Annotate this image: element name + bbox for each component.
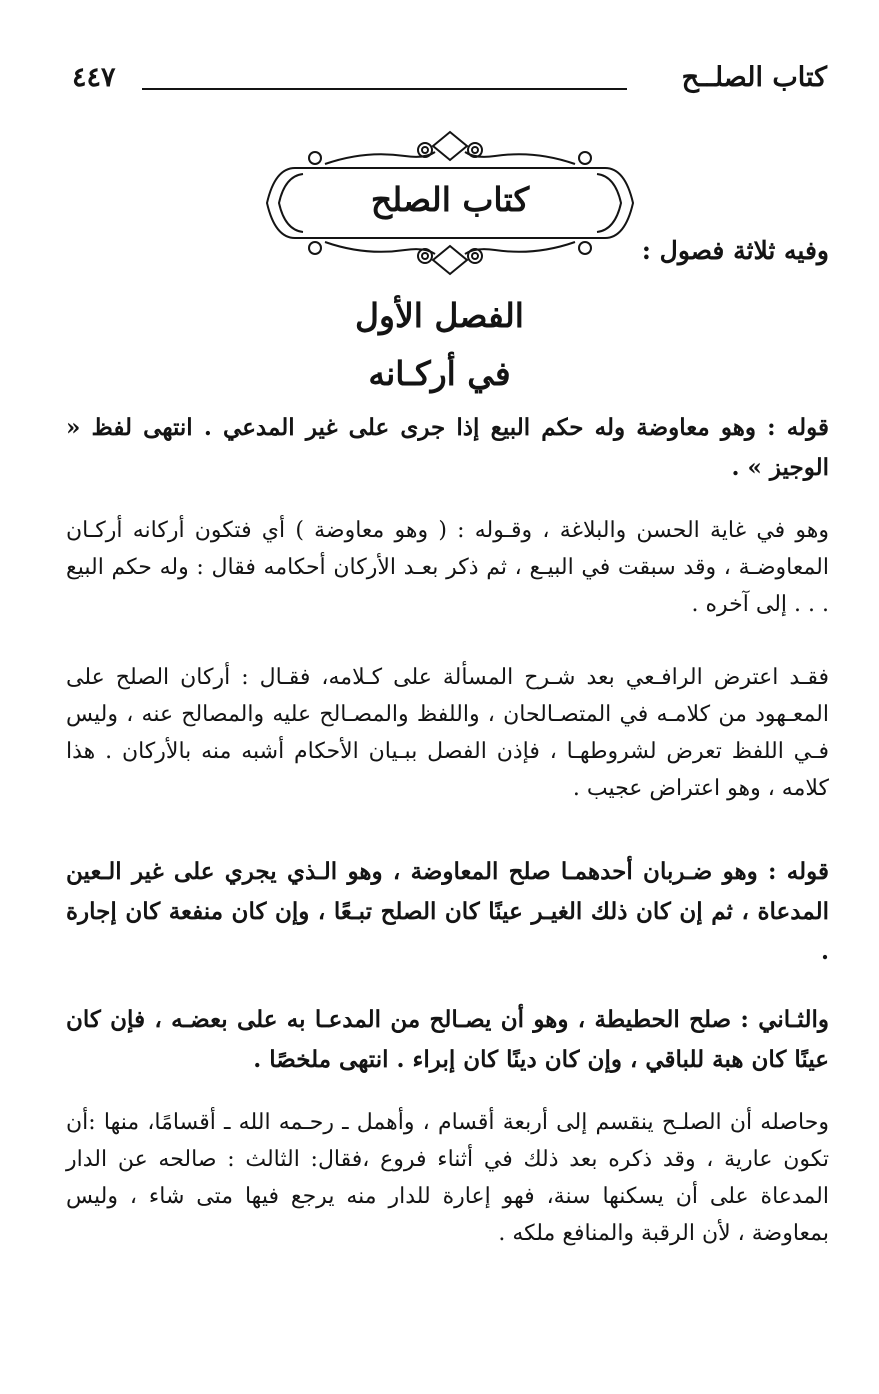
- page-number: ٤٤٧: [72, 62, 116, 93]
- intro-line: وفيه ثلاثة فصول :: [641, 236, 829, 265]
- paragraph-quote-1: قوله : وهو معاوضة وله حكم البيع إذا جرى على غير المدعي . انتهى لفظ « الوجيز » .: [66, 414, 829, 481]
- running-title: كتاب الصلــح: [681, 62, 827, 93]
- paragraph-commentary-1: وهو في غاية الحسن والبلاغة ، وقـوله : ( وهو معاوضة ) أي فتكون أركانه أركـان المعاوضـة ، وقد سبقت في البيـع ، ثم ذكر بعـد الأركان أحكامه فقال : وله حكم البيع . . . إلى آخره .: [66, 518, 829, 617]
- paragraph-commentary-2: فقـد اعترض الرافـعي بعد شـرح المسألة على كـلامه، فقـال : أركان الصلح على المعـهود من كلامـه في المتصـالحان ، واللفظ والمصـالح عليه والمصالح عنه ، وليس فـي اللفظ تعرض لشروطهـا ، فإذن الفصل ببـيان الأحكام أشبه منه بالأركان . هذا كلامه ، وهو اعتراض عجيب .: [66, 665, 829, 801]
- chapter-subheading: في أركـانه: [368, 354, 511, 393]
- paragraph-quote-3: والثـاني : صلح الحطيطة ، وهو أن يصـالح من المدعـا به على بعضـه ، فإن كان عينًا كان هبة للباقي ، وإن كان دينًا كان إبراء . انتهى ملخصًا .: [66, 1006, 829, 1073]
- header-rule: [142, 88, 627, 90]
- paragraph-quote-2: قوله : وهو ضـربان أحدهمـا صلح المعاوضة ، وهو الـذي يجري على غير الـعين المدعاة ، ثم إن كان ذلك الغيـر عينًا كان الصلح تبـعًا ، وإن كان منفعة كان إجارة .: [66, 858, 829, 965]
- page-header: [72, 62, 827, 108]
- chapter-heading: الفصل الأول: [355, 296, 524, 335]
- title-ornament-frame: [255, 128, 645, 278]
- book-title: كتاب الصلح: [370, 180, 530, 219]
- paragraph-commentary-3: وحاصله أن الصلـح ينقسم إلى أربعة أقسام ، وأهمل ـ رحـمه الله ـ أقسامًا، منها :أن تكون عارية ، وقد ذكره بعد ذلك في أثناء فروع ،فقال: الثالث : صالحه عن الدار المدعاة على أن يسكنها سنة، فهو إعارة للدار منه يرجع فيها متى شاء ، وليس بمعاوضة ، لأن الرقبة والمنافع ملكه .: [66, 1110, 829, 1246]
